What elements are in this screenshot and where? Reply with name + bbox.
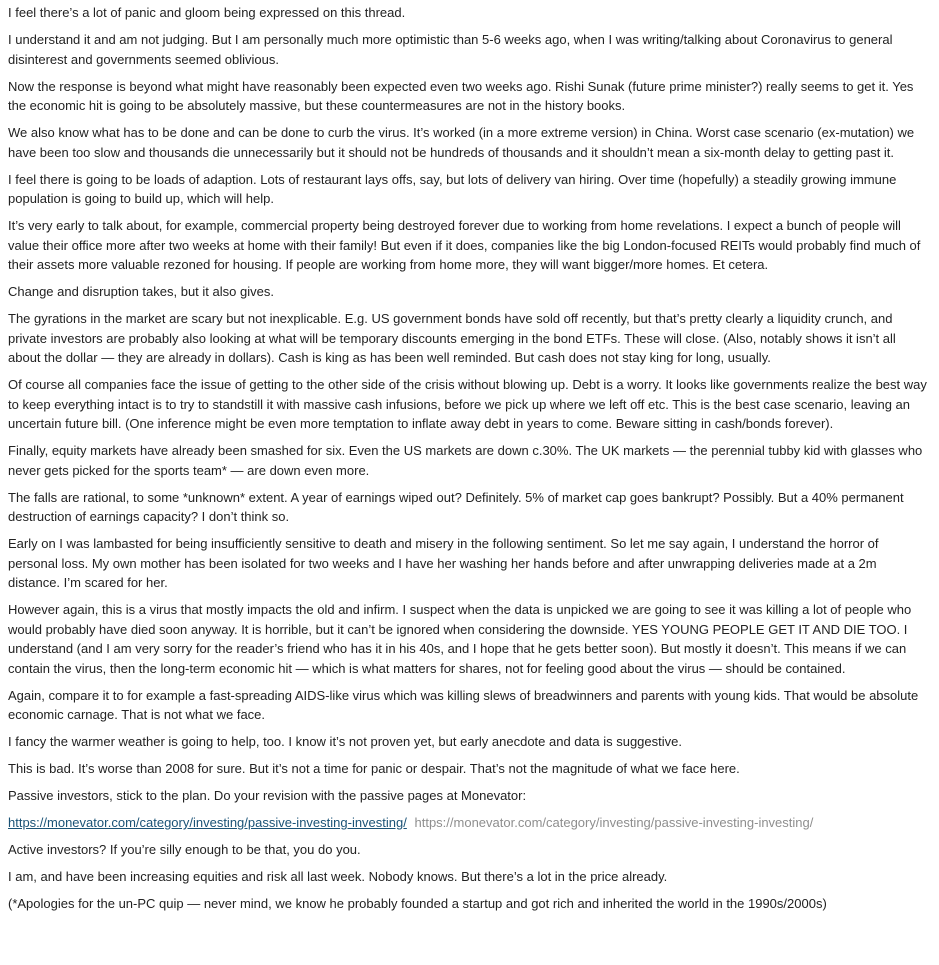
paragraph: We also know what has to be done and can be done to curb the virus. It’s worked (in a more extreme version) in China. Worst case scenario (ex-mutation) we have been too slow and thousands die unnecessarily but it should not be hundreds of thousands and it shouldn’t mean a six-month delay to getting past it. [8, 125, 915, 160]
paragraph: Early on I was lambasted for being insufficiently sensitive to death and misery in the following sentiment. So let me say again, I understand the horror of personal loss. My own mother has been isolated for two weeks and I have her washing her hands before and after unwrapping deliveries made at a 2m distance. I’m scared for her. [8, 536, 879, 590]
paragraph: Finally, equity markets have already been smashed for six. Even the US markets are down c.30%. The UK markets — the perennial tubby kid with glasses who never gets picked for the sports team* — are down even more. [8, 443, 923, 478]
paragraph: It’s very early to talk about, for example, commercial property being destroyed forever due to working from home revelations. I expect a bunch of people will value their office more after two weeks at home with their family! But even if it does, companies like the big London-focused REITs would probably find much of their assets more valuable rezoned for housing. If people are working from home more, they will want bigger/more homes. Et cetera. [8, 218, 921, 272]
link-plain-url: https://monevator.com/category/investing/passive-investing-investing/ [414, 815, 814, 830]
paragraph: I feel there is going to be loads of adaption. Lots of restaurant lays offs, say, but lots of delivery van hiring. Over time (hopefully) a steadily growing immune population is going to build up, which will help. [8, 171, 897, 206]
paragraph: Change and disruption takes, but it also gives. [8, 284, 274, 299]
paragraph: Of course all companies face the issue of getting to the other side of the crisis without blowing up. Debt is a worry. It looks like governments realize the best way to keep everything intact is to try to standstill it with massive cash infusions, before we pick up where we left off etc. This is the best case scenario, leaving an uncertain future bill. (One inference might be even more temptation to inflate away debt in years to come. Beware sitting in cash/bonds forever). [8, 377, 927, 431]
paragraph: However again, this is a virus that mostly impacts the old and infirm. I suspect when the data is unpicked we are going to see it was killing a lot of people who would probably have died soon anyway. It is horrible, but it can’t be ignored when considering the downside. YES YOUNG PEOPLE GET IT AND DIE TOO. I understand (and I am very sorry for the reader’s friend who has it in his 40s, and I hope that he gets better soon). But mostly it doesn’t. This means if we can contain the virus, then the long-term economic hit — which is what matters for shares, not for feeling good about the virus — should be contained. [8, 602, 912, 676]
link-paragraph [8, 813, 931, 833]
paragraph: Now the response is beyond what might have reasonably been expected even two weeks ago. Rishi Sunak (future prime minister?) really seems to get it. Yes the economic hit is going to be absolutely massive, but these countermeasures are not in the history books. [8, 78, 914, 113]
paragraph: The gyrations in the market are scary but not inexplicable. E.g. US government bonds have sold off recently, but that’s pretty clearly a liquidity crunch, and private investors are probably also looking at what will be temporary discounts emerging in the bond ETFs. These will close. (Also, notably shows it isn’t all about the dollar — they are already in dollars). Cash is king as has been well reminded. But cash does not stay king for long, usually. [8, 311, 896, 365]
paragraph: I am, and have been increasing equities and risk all last week. Nobody knows. But there’s a lot in the price already. [8, 869, 668, 884]
paragraph: Active investors? If you’re silly enough to be that, you do you. [8, 842, 361, 857]
paragraph: I understand it and am not judging. But I am personally much more optimistic than 5-6 weeks ago, when I was writing/talking about Coronavirus to general disinterest and governments seemed oblivious. [8, 32, 893, 67]
paragraph: I feel there’s a lot of panic and gloom being expressed on this thread. [8, 5, 406, 20]
paragraph: (*Apologies for the un-PC quip — never mind, we know he probably founded a startup and got rich and inherited the world in the 1990s/2000s) [8, 896, 827, 911]
paragraph: Passive investors, stick to the plan. Do your revision with the passive pages at Monevator: [8, 788, 527, 803]
passive-investing-link[interactable]: https://monevator.com/category/investing/passive-investing-investing/ [8, 815, 407, 830]
paragraph: I fancy the warmer weather is going to help, too. I know it’s not proven yet, but early anecdote and data is suggestive. [8, 734, 682, 749]
paragraph: This is bad. It’s worse than 2008 for sure. But it’s not a time for panic or despair. That’s not the magnitude of what we face here. [8, 761, 740, 776]
paragraph: The falls are rational, to some *unknown* extent. A year of earnings wiped out? Definitely. 5% of market cap goes bankrupt? Possibly. But a 40% permanent destruction of earnings capacity? I don’t think so. [8, 489, 904, 524]
paragraph: Again, compare it to for example a fast-spreading AIDS-like virus which was killing slews of breadwinners and parents with young kids. That would be absolute economic carnage. That is not what we face. [8, 687, 919, 722]
